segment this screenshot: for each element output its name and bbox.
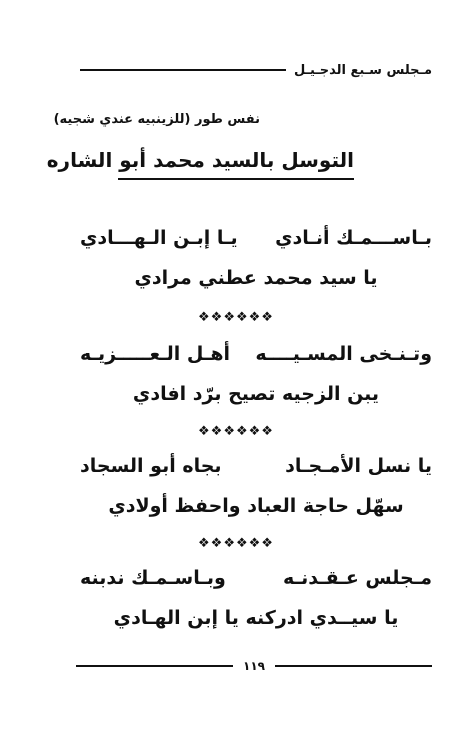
footer-rule-right [275, 665, 432, 667]
hemistich-left: بجاه أبو السجاد [80, 455, 222, 477]
poem-title: التوسل بالسيد محمد أبو الشاره [118, 148, 354, 180]
stanza-3-line-2 [80, 490, 432, 522]
hemistich-right: يا نسل الأمـجـاد [285, 455, 432, 477]
footer-rule-left [76, 665, 233, 667]
verse-line: يا سيد محمد عطني مرادي [134, 267, 378, 289]
stanza-3-line-1 [80, 450, 432, 482]
stanza-divider: ❖❖❖❖❖❖ [198, 536, 274, 551]
verse-line: سهّل حاجة العباد واحفظ أولادي [108, 495, 404, 517]
poem-subtitle: نفس طور (للزينبيه عندي شجيه) [53, 112, 260, 127]
stanza-divider: ❖❖❖❖❖❖ [198, 310, 274, 325]
verse-line: يا سيــدي ادركنه يا إبن الهـادي [113, 607, 399, 629]
hemistich-left: أهـل الـعـــــزيـه [80, 343, 231, 365]
stanza-2-line-2 [80, 378, 432, 410]
stanza-divider: ❖❖❖❖❖❖ [198, 424, 274, 439]
stanza-4-line-2 [80, 602, 432, 634]
stanza-1-line-2 [80, 262, 432, 294]
stanza-4-line-1 [80, 562, 432, 594]
running-header [80, 58, 432, 82]
verse-line: يبن الزجيه تصيح برّد افادي [132, 383, 380, 405]
stanza-2-line-1 [80, 338, 432, 370]
hemistich-left: يـا إبـن الـهـــادي [80, 227, 238, 249]
page-footer [76, 656, 432, 676]
running-title: مـجلس سـبع الدجـيـل [293, 62, 432, 78]
hemistich-right: وتـنـخى المسـيــــه [255, 343, 432, 365]
header-rule [80, 69, 286, 71]
hemistich-right: مـجلس عـقـدنـه [283, 567, 432, 589]
stanza-1-line-1 [80, 222, 432, 254]
hemistich-left: وبـاسـمـك ندبنه [80, 567, 226, 589]
page-number: ١١٩ [243, 659, 265, 673]
hemistich-right: بـاســـمـك أنـادي [275, 227, 432, 249]
